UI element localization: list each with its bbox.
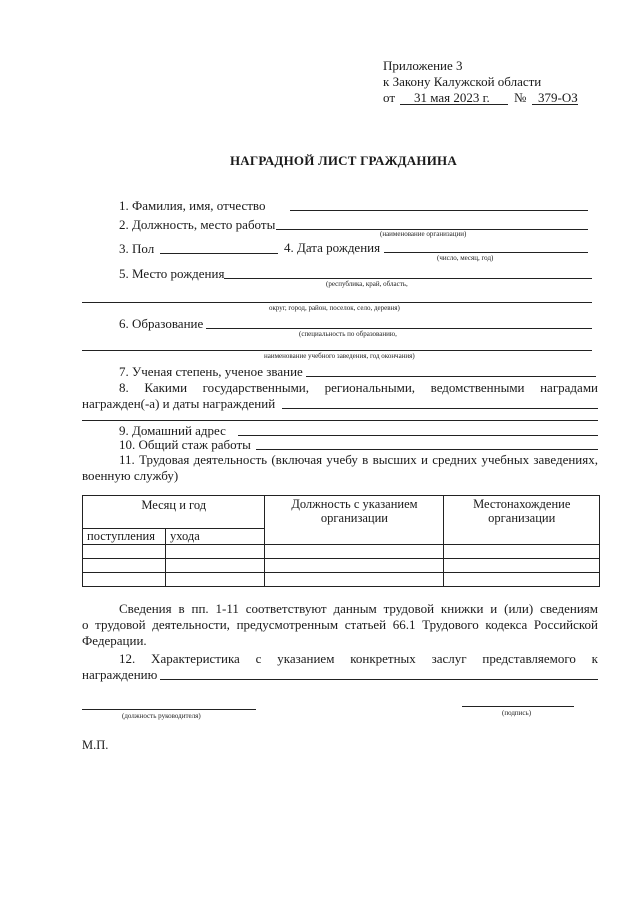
field-5-line[interactable] xyxy=(224,278,592,279)
col-location-line-2: организации xyxy=(488,511,556,525)
statement-line-1: Сведения в пп. 1-11 соответствуют данным трудовой книжки и (или) сведениям xyxy=(119,601,598,616)
field-10-label: 10. Общий стаж работы xyxy=(119,437,251,452)
table-cell[interactable] xyxy=(83,559,166,573)
work-history-table xyxy=(82,495,600,587)
table-cell[interactable] xyxy=(265,559,444,573)
number-underline xyxy=(532,104,578,105)
signature-hint: (подпись) xyxy=(502,709,532,717)
head-position-line[interactable] xyxy=(82,709,256,710)
field-9-line[interactable] xyxy=(238,435,598,436)
table-header-row xyxy=(83,496,600,529)
field-5-label: 5. Место рождения xyxy=(119,266,225,281)
table-row[interactable] xyxy=(83,545,600,559)
law-number: 379-ОЗ xyxy=(538,90,578,105)
field-3-label: 3. Пол xyxy=(119,241,155,256)
date-underline xyxy=(400,104,508,105)
page-title: НАГРАДНОЙ ЛИСТ ГРАЖДАНИНА xyxy=(230,153,457,168)
table-cell[interactable] xyxy=(444,573,600,587)
field-9-label: 9. Домашний адрес xyxy=(119,423,226,438)
signature-line[interactable] xyxy=(462,706,574,707)
field-8-line[interactable] xyxy=(282,408,598,409)
col-position-line-2: организации xyxy=(320,511,388,525)
table-cell[interactable] xyxy=(83,573,166,587)
field-2-hint: (наименование организации) xyxy=(380,230,467,238)
table-cell[interactable] xyxy=(444,545,600,559)
field-8-line-1: 8. Какими государственными, региональными, ведомственными наградами xyxy=(119,380,598,395)
field-4-label: 4. Дата рождения xyxy=(284,240,381,255)
col-month-year: Месяц и год xyxy=(83,496,265,529)
field-7-label: 7. Ученая степень, ученое звание xyxy=(119,364,303,379)
field-2-label: 2. Должность, место работы xyxy=(119,217,276,232)
field-6-line[interactable] xyxy=(206,328,592,329)
field-8-line-extra[interactable] xyxy=(82,420,598,421)
field-12-line-1: 12. Характеристика с указанием конкретных заслуг представляемого к xyxy=(119,651,598,666)
table-row[interactable] xyxy=(83,559,600,573)
head-position-hint: (должность руководителя) xyxy=(122,712,201,720)
field-6-line-2[interactable] xyxy=(82,350,592,351)
stamp-placeholder: М.П. xyxy=(82,738,109,752)
col-location-line-1: Местонахождение xyxy=(473,497,571,511)
field-5-hint-1: (республика, край, область, xyxy=(326,280,408,288)
from-label: от xyxy=(383,90,396,105)
statement-line-3: Федерации. xyxy=(82,633,147,648)
field-6-label: 6. Образование xyxy=(119,316,204,331)
table-cell[interactable] xyxy=(444,559,600,573)
field-12-line-2: награждению xyxy=(82,667,158,682)
col-end: ухода xyxy=(166,529,265,545)
field-4-hint: (число, месяц, год) xyxy=(437,254,494,262)
table-row[interactable] xyxy=(83,573,600,587)
table-cell[interactable] xyxy=(265,573,444,587)
field-6-hint-1: (специальность по образованию, xyxy=(299,330,397,338)
table-cell[interactable] xyxy=(166,559,265,573)
field-11-line-1: 11. Трудовая деятельность (включая учебу в высших и средних учебных заведениях, xyxy=(119,452,598,467)
field-7-line[interactable] xyxy=(306,376,596,377)
table-cell[interactable] xyxy=(166,545,265,559)
statement-line-2: о трудовой деятельности, предусмотренным статьей 66.1 Трудового кодекса Российской xyxy=(82,617,598,632)
field-1-label: 1. Фамилия, имя, отчество xyxy=(119,198,266,213)
field-1-line[interactable] xyxy=(290,210,588,211)
table-cell[interactable] xyxy=(83,545,166,559)
table-cell[interactable] xyxy=(265,545,444,559)
field-10-line[interactable] xyxy=(256,449,598,450)
field-6-hint-2: наименование учебного заведения, год окончания) xyxy=(264,352,415,360)
number-label: № xyxy=(514,90,527,105)
col-location xyxy=(444,496,600,545)
col-position-line-1: Должность с указанием xyxy=(291,497,418,511)
col-start: поступления xyxy=(83,529,166,545)
field-11-line-2: военную службу) xyxy=(82,468,179,483)
field-3-line[interactable] xyxy=(160,253,278,254)
field-8-line-2: награжден(-а) и даты награждений xyxy=(82,396,276,411)
col-position xyxy=(265,496,444,545)
law-date: 31 мая 2023 г. xyxy=(414,90,490,105)
law-reference: к Закону Калужской области xyxy=(383,74,542,89)
table-cell[interactable] xyxy=(166,573,265,587)
field-5-hint-2: округ, город, район, поселок, село, деревня) xyxy=(269,304,400,312)
field-4-line[interactable] xyxy=(384,252,588,253)
field-12-line[interactable] xyxy=(160,679,598,680)
appendix-label: Приложение 3 xyxy=(383,58,463,73)
field-5-line-2[interactable] xyxy=(82,302,592,303)
